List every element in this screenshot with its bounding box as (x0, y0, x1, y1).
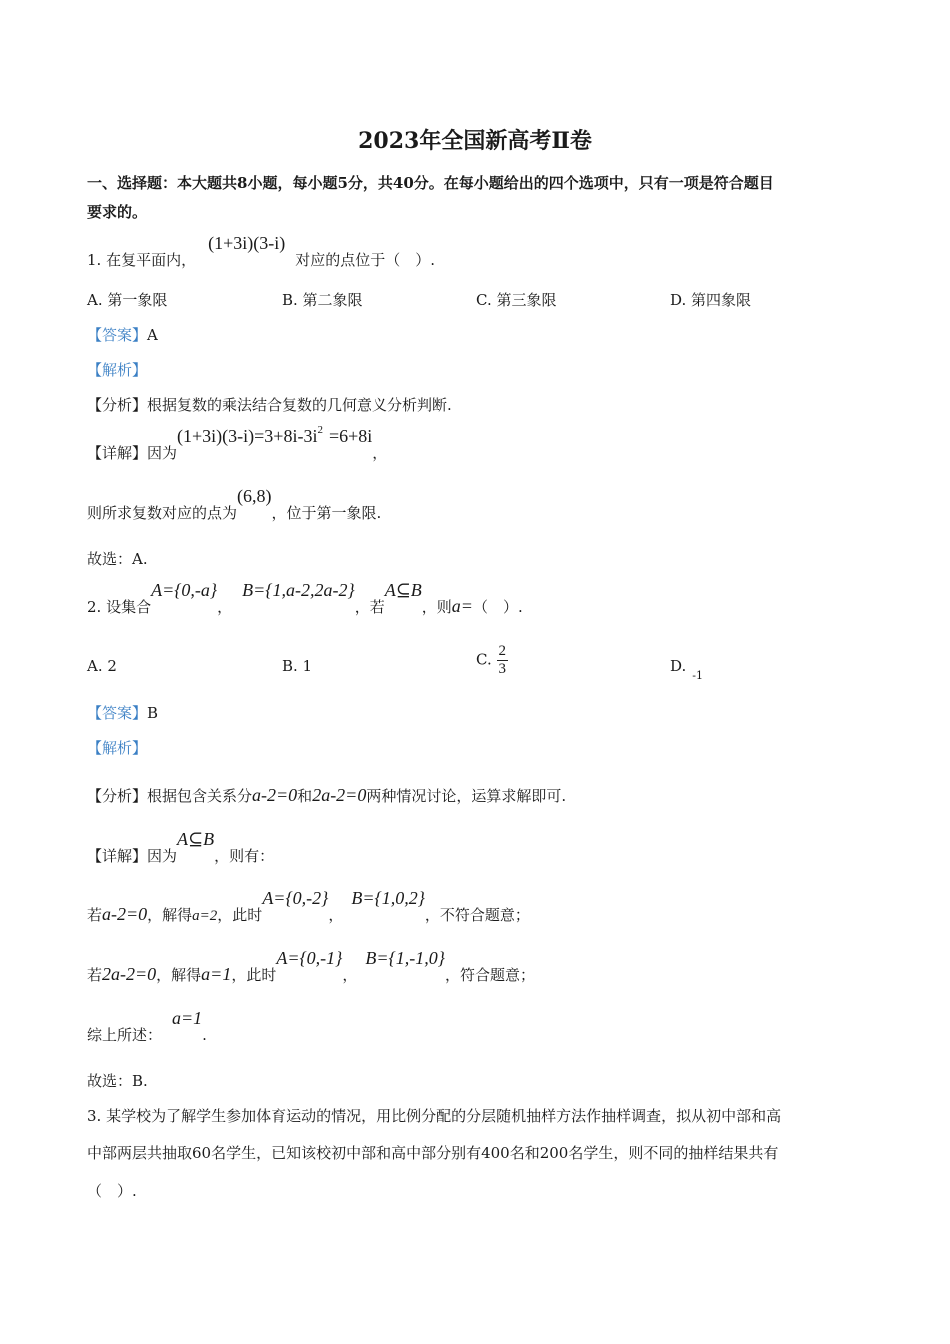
answer-tag: 【答案】 (87, 326, 148, 344)
q2-sep: ，若 (354, 598, 385, 616)
q2-condition: A⊆B (384, 580, 422, 600)
q2-option-d: $D._{-1}$ (670, 657, 703, 682)
q2-sep: ， (217, 598, 233, 616)
q2-summary: 综上所述：a=1. (87, 1008, 207, 1044)
q1-answer-value: A (147, 326, 158, 344)
q1-detail-expression: $(1+3i)(3-i)=3+8i-3i^2 =6+8i$ (177, 424, 373, 446)
q1-point-line (87, 486, 382, 523)
q1-option-c: C. 第三象限 (476, 291, 557, 309)
q1-detail-prefix: 因为 (147, 444, 178, 462)
q2-set-b: B={1,a-2,2a-2} (242, 580, 355, 600)
q3-stem-line3: （ ）. (87, 1182, 137, 1200)
page-title: 2023年全国新高考Ⅱ卷 (358, 128, 592, 154)
q1-expression: (1+3i)(3-i) (208, 233, 286, 253)
detail-tag: 【详解】 (87, 847, 148, 865)
math: 2a-2=0 (102, 964, 157, 984)
section-heading-line1: 一、选择题：本大题共8小题，每小题5分，共40分。在每小题给出的四个选项中，只有一项是符合题目 (87, 174, 774, 192)
q2-ask: a= (451, 596, 473, 616)
q2-answer-value: B (147, 704, 159, 722)
q2-fenxi: 【分析】根据包含关系分a-2=0和2a-2=0两种情况讨论，运算求解即可. (87, 785, 567, 805)
math: A={0,-2} (262, 888, 329, 908)
math: a=1 (201, 964, 232, 984)
q2-set-a: A={0,-a} (151, 580, 218, 600)
fenxi-tag: 【分析】 (87, 787, 148, 805)
q2-case-2: 若2a-2=0，解得a=1，此时A={0,-1}，B={1,-1,0}，符合题意； (87, 948, 535, 984)
q1-stem (87, 233, 435, 270)
math: 2a-2=0 (312, 785, 367, 805)
q1-analysis-tag: 【解析】 (87, 361, 148, 379)
q2-choose: 故选：B. (87, 1072, 148, 1090)
math: B={1,0,2} (351, 888, 425, 908)
q1-point-prefix: 则所求复数对应的点为 (87, 504, 238, 522)
q2-case-1: 若a-2=0，解得a=2，此时A={0,-2}，B={1,0,2}，不符合题意； (87, 888, 530, 924)
math: a=2 (192, 908, 218, 924)
q1-detail-suffix: ， (372, 444, 388, 462)
q2-option-a: A. 2 (87, 657, 117, 675)
q1-fenxi (87, 395, 452, 415)
section-heading-line2: 要求的。 (87, 203, 148, 221)
q2-answer (87, 703, 158, 723)
q1-point: (6,8) (237, 486, 272, 506)
q3-stem-line1: 3. 某学校为了解学生参加体育运动的情况，用比例分配的分层随机抽样方法作抽样调查，拟从初中部和高 (87, 1107, 782, 1125)
q1-option-a: A. 第一象限 (87, 291, 168, 309)
q2-suffix: （ ）. (472, 598, 523, 616)
math: a-2=0 (102, 904, 148, 924)
q2-analysis-tag: 【解析】 (87, 739, 148, 757)
math: A⊆B (177, 829, 215, 849)
detail-tag: 【详解】 (87, 444, 148, 462)
q1-point-suffix: ，位于第一象限. (271, 504, 382, 522)
q2-option-c: C. $\frac{2}{3}$ (476, 643, 506, 677)
answer-tag: 【答案】 (87, 704, 148, 722)
q2-detail: 【详解】因为A⊆B，则有： (87, 829, 275, 865)
math: B={1,-1,0} (365, 948, 445, 968)
q2-prefix: 2. 设集合 (87, 598, 152, 616)
fenxi-tag: 【分析】 (87, 396, 148, 414)
math: A={0,-1} (276, 948, 343, 968)
q1-answer (87, 325, 158, 345)
q1-choose: 故选：A. (87, 550, 148, 568)
math: a=1 (172, 1008, 203, 1028)
q1-option-b: B. 第二象限 (282, 291, 363, 309)
q1-fenxi-text: 根据复数的乘法结合复数的几何意义分析判断. (147, 396, 452, 414)
q1-detail (87, 424, 388, 465)
q2-option-b: B. 1 (282, 657, 313, 675)
q3-stem-line2: 中部两层共抽取60名学生，已知该校初中部和高中部分别有400名和200名学生，则不同的抽样结果共有 (87, 1144, 779, 1162)
q2-sep: ，则 (421, 598, 452, 616)
fraction: $\frac{2}{3}$ (498, 643, 506, 677)
q1-suffix: 对应的点位于（ ）. (295, 251, 435, 269)
q1-option-d: D. 第四象限 (670, 291, 752, 309)
q2-stem (87, 580, 523, 617)
q1-prefix: 1. 在复平面内， (87, 251, 197, 269)
math: a-2=0 (252, 785, 298, 805)
